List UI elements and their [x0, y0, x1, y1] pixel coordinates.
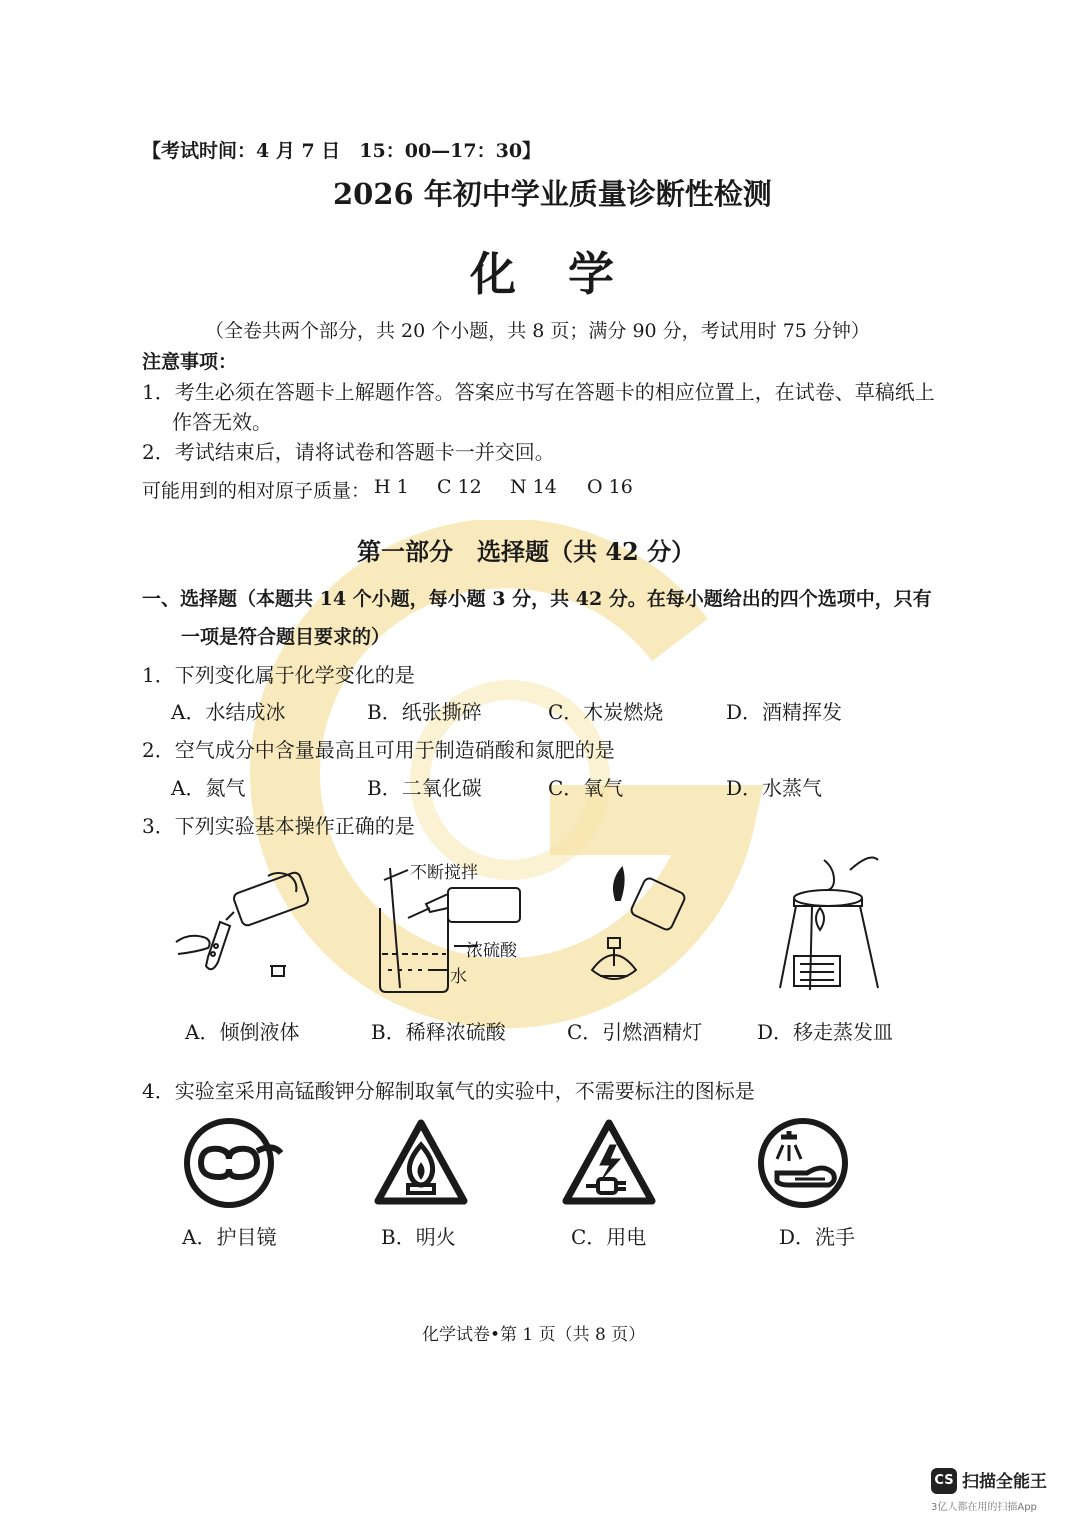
q3-option-b: B．稀释浓硫酸: [371, 1020, 506, 1044]
notes-heading: 注意事项：: [142, 351, 238, 373]
note-2: 2．考试结束后，请将试卷和答题卡一并交回。: [142, 440, 555, 464]
page-footer: 化学试卷•第 1 页（共 8 页）: [422, 1325, 646, 1345]
atomic-mass-h: H 1: [374, 476, 409, 498]
electricity-icon: [560, 1117, 658, 1207]
part1-instruction-line2: 一项是符合题目要求的）: [181, 626, 391, 648]
fig-lighting-lamp: [580, 860, 690, 990]
scanner-slogan: 3亿人都在用的扫描App: [931, 1502, 1037, 1513]
fig-pouring-liquid: [168, 862, 318, 992]
q4-option-c: C．用电: [571, 1225, 647, 1249]
note-1-line2: 作答无效。: [172, 410, 272, 434]
scanner-app-name: 扫描全能王: [962, 1472, 1047, 1492]
goggles-icon: [183, 1115, 283, 1211]
question-2-stem: 2．空气成分中含量最高且可用于制造硝酸和氮肥的是: [142, 738, 615, 762]
label-concentrated-acid: 浓硫酸: [466, 941, 517, 961]
exam-title: 2026 年初中学业质量诊断性检测: [333, 177, 772, 211]
q3-option-c: C．引燃酒精灯: [567, 1020, 703, 1044]
exam-summary: （全卷共两个部分，共 20 个小题，共 8 页；满分 90 分，考试用时 75 分钟）: [205, 320, 870, 342]
part1-instruction-line1: 一、选择题（本题共 14 个小题，每小题 3 分，共 42 分。在每小题给出的四个选项中，只有: [142, 588, 932, 610]
atomic-mass-o: O 16: [587, 476, 633, 498]
q3-option-d: D．移走蒸发皿: [757, 1020, 894, 1044]
q1-option-b: B．纸张撕碎: [367, 700, 482, 724]
q2-option-b: B．二氧化碳: [367, 776, 482, 800]
subject-title: 化学: [470, 247, 666, 301]
label-stir: 不断搅拌: [410, 863, 478, 883]
q1-option-d: D．酒精挥发: [726, 700, 843, 724]
question-1-stem: 1．下列变化属于化学变化的是: [142, 663, 415, 687]
atomic-mass-label: 可能用到的相对原子质量：: [142, 480, 371, 502]
question-4-stem: 4．实验室采用高锰酸钾分解制取氧气的实验中，不需要标注的图标是: [142, 1079, 755, 1103]
part1-heading: 第一部分 选择题（共 42 分）: [357, 537, 696, 566]
q4-option-a: A．护目镜: [182, 1225, 277, 1249]
q4-option-b: B．明火: [381, 1225, 456, 1249]
q2-option-a: A．氮气: [171, 776, 246, 800]
q2-option-c: C．氧气: [548, 776, 624, 800]
exam-time: 【考试时间：4 月 7 日 15：00—17：30】: [142, 140, 542, 162]
label-water: 水: [450, 967, 467, 987]
question-3-stem: 3．下列实验基本操作正确的是: [142, 814, 415, 838]
wash-hands-icon: [755, 1115, 855, 1211]
fig-evaporating-dish: [770, 850, 890, 1000]
scanner-logo-icon: CS: [931, 1468, 957, 1494]
q1-option-c: C．木炭燃烧: [548, 700, 664, 724]
q1-option-a: A．水结成冰: [171, 700, 286, 724]
open-flame-icon: [372, 1117, 470, 1207]
q4-option-d: D．洗手: [779, 1225, 856, 1249]
atomic-mass-n: N 14: [510, 476, 557, 498]
note-1-line1: 1．考生必须在答题卡上解题作答。答案应书写在答题卡的相应位置上，在试卷、草稿纸上: [142, 380, 935, 404]
q3-option-a: A．倾倒液体: [185, 1020, 300, 1044]
q2-option-d: D．水蒸气: [726, 776, 823, 800]
atomic-mass-c: C 12: [437, 476, 482, 498]
